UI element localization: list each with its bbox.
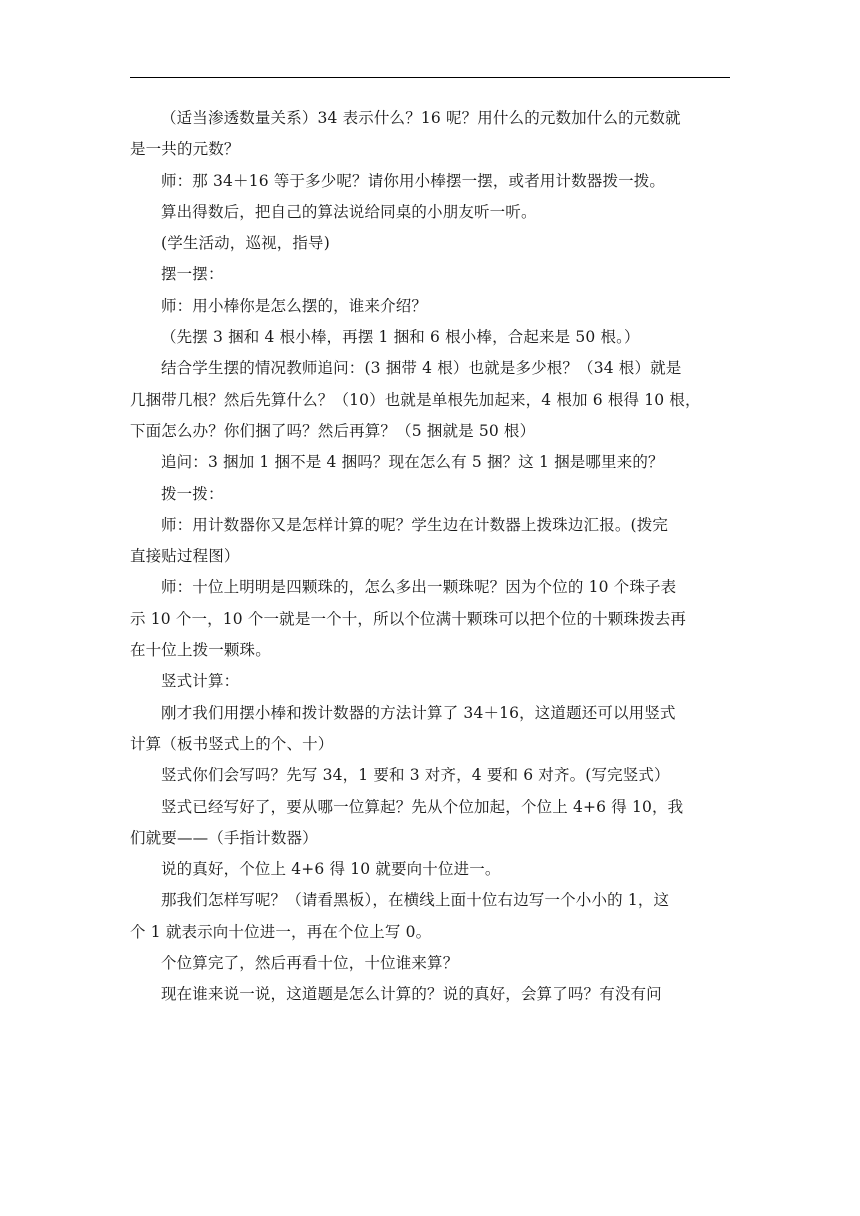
- text-line: 师：用计数器你又是怎样计算的呢？学生边在计数器上拨珠边汇报。(拨完: [161, 515, 668, 534]
- text-line: 计算（板书竖式上的个、十）: [130, 734, 334, 753]
- paragraph: [130, 447, 730, 478]
- text-line: 说的真好，个位上 4+6 得 10 就要向十位进一。: [161, 860, 501, 879]
- text-line: 师：十位上明明是四颗珠的，怎么多出一颗珠呢？因为个位的 10 个珠子表: [161, 578, 677, 597]
- text-line: 几捆带几根？然后先算什么？（10）也就是单根先加起来，4 根加 6 根得 10 根，: [130, 390, 701, 409]
- text-line: 刚才我们用摆小棒和拨计数器的方法计算了 34＋16，这道题还可以用竖式: [161, 703, 676, 722]
- text-line: 师：那 34＋16 等于多少呢？请你用小棒摆一摆，或者用计数器拨一拨。: [161, 171, 666, 190]
- text-line: 摆一摆：: [161, 265, 224, 284]
- text-line: 竖式已经写好了，要从哪一位算起？先从个位加起，个位上 4+6 得 10，我: [161, 797, 684, 816]
- paragraph: [130, 854, 730, 885]
- paragraph: [130, 885, 730, 948]
- text-line: 那我们怎样写呢？（请看黑板），在横线上面十位右边写一个小小的 1，这: [161, 891, 670, 910]
- paragraph: [130, 572, 730, 666]
- text-line: 在十位上拨一颗珠。: [130, 641, 271, 660]
- text-line: 算出得数后，把自己的算法说给同桌的小朋友听一听。: [161, 202, 537, 221]
- paragraph: [130, 666, 730, 697]
- text-line: （适当渗透数量关系）34 表示什么？16 呢？用什么的元数加什么的元数就: [161, 109, 681, 127]
- text-line: 拨一拨：: [161, 484, 224, 503]
- paragraph: [130, 510, 730, 573]
- text-line: 竖式你们会写吗？先写 34，1 要和 3 对齐，4 要和 6 对齐。(写完竖式）: [161, 766, 670, 785]
- text-line: 直接贴过程图）: [130, 547, 240, 566]
- paragraph: [130, 698, 730, 761]
- text-line: 结合学生摆的情况教师追问：(3 捆带 4 根）也就是多少根？（34 根）就是: [161, 359, 682, 378]
- text-line: 个 1 就表示向十位进一，再在个位上写 0。: [130, 922, 432, 941]
- text-line: 现在谁来说一说，这道题是怎么计算的？说的真好，会算了吗？有没有问: [161, 985, 662, 1004]
- paragraph: [130, 291, 730, 322]
- paragraph: [130, 479, 730, 510]
- paragraph: [130, 760, 730, 791]
- paragraph: [130, 792, 730, 855]
- text-line: 是一共的元数？: [130, 140, 240, 159]
- paragraph: [130, 322, 730, 353]
- header-rule: [130, 77, 730, 78]
- paragraph: [130, 228, 730, 259]
- text-line: 们就要——（手指计数器）: [130, 828, 318, 847]
- paragraph: [130, 197, 730, 228]
- paragraph: [130, 103, 730, 166]
- text-line: 下面怎么办？你们捆了吗？然后再算？（5 捆就是 50 根）: [130, 421, 536, 440]
- paragraph: [130, 979, 730, 1010]
- text-line: (学生活动，巡视，指导): [161, 234, 330, 253]
- text-line: 追问：3 捆加 1 捆不是 4 捆吗？现在怎么有 5 捆？这 1 捆是哪里来的？: [161, 453, 664, 472]
- text-line: 个位算完了，然后再看十位，十位谁来算？: [161, 954, 459, 973]
- text-line: 示 10 个一，10 个一就是一个十，所以个位满十颗珠可以把个位的十颗珠拨去再: [130, 609, 687, 628]
- paragraph: [130, 259, 730, 290]
- paragraph: [130, 166, 730, 197]
- text-line: 竖式计算：: [161, 672, 240, 691]
- text-line: 师：用小棒你是怎么摆的，谁来介绍？: [161, 296, 428, 315]
- text-line: （先摆 3 捆和 4 根小棒，再摆 1 捆和 6 根小棒，合起来是 50 根。）: [161, 328, 640, 347]
- paragraph: [130, 948, 730, 979]
- paragraph: [130, 353, 730, 447]
- document-body: [130, 103, 730, 1011]
